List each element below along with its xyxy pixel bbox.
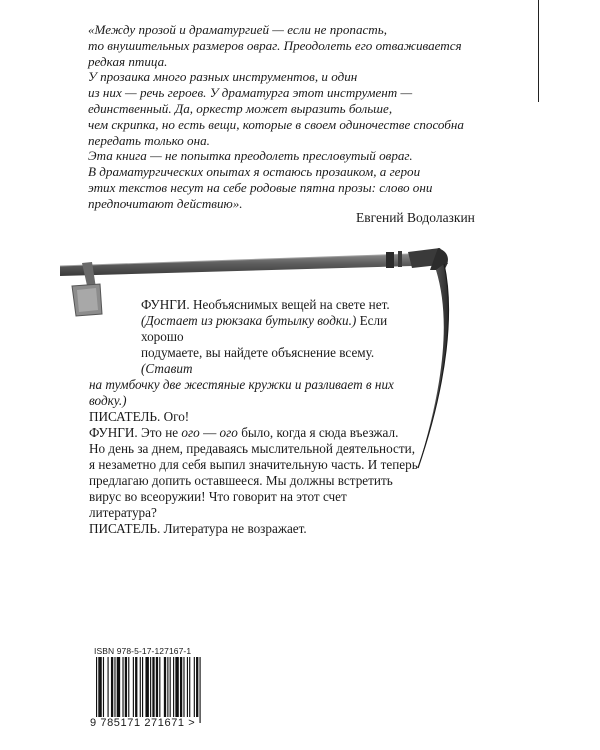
blurb-line: Эта книга — не попытка преодолеть пресловутый овраг. [88,148,413,164]
barcode-bar [175,657,178,717]
barcode-bar [180,657,182,717]
blurb-line: чем скрипка, но есть вещи, которые в своем одиночестве способна [88,116,464,132]
blurb-line: то внушительных размеров овраг. Преодолеть его отваживается [88,37,462,53]
excerpt-text: — [199,425,220,440]
excerpt-line: вирус во всеоружии! Что говорит на этот счет [89,489,347,504]
blurb-line: В драматургических опытах я остаюсь прозаиком, а герои [88,164,421,180]
barcode-bar [117,657,120,717]
excerpt-line: ФУНГИ. Необъяснимых вещей на свете нет. [141,297,390,312]
blurb-line: этих текстов несут на себе родовые пятна прозы: слово они [88,179,433,195]
stage-direction: (Достает из рюкзака бутылку водки.) [141,313,357,328]
barcode-bar [156,657,158,717]
excerpt-line [89,313,429,345]
barcode-bar [108,657,109,717]
barcode-bar [135,657,137,717]
emphasis: ого [219,425,238,440]
barcode-bar [140,657,141,717]
barcode-bar [111,657,113,717]
barcode-bars [90,657,210,725]
play-excerpt [89,297,429,537]
excerpt-line: предлагаю допить оставшееся. Мы должны встретить [89,473,393,488]
barcode-bar [142,657,143,717]
barcode-bar [200,657,201,723]
excerpt-line: Но день за днем, предаваясь мыслительной деятельности, [89,441,415,456]
blurb-line: из них — речь героев. У драматурга этот инструмент — [88,85,413,101]
emphasis: ого [181,425,200,440]
excerpt-line: ПИСАТЕЛЬ. Литература не возражает. [89,521,307,536]
barcode-bar [96,657,97,723]
isbn-label: ISBN 978-5-17-127167-1 [94,646,192,656]
excerpt-line [89,377,429,409]
barcode-bar [187,657,188,717]
barcode-bar [99,657,101,717]
barcode-bar [98,657,99,723]
excerpt-line [89,425,429,441]
blurb-line: передать только она. [88,132,210,148]
barcode-bar [189,657,190,717]
barcode-bar [125,657,127,717]
excerpt-text: ФУНГИ. Это не [89,425,182,440]
excerpt-line [89,345,429,377]
barcode-bar [133,657,134,717]
back-cover-blurb [88,22,488,212]
barcode-bar [152,657,154,717]
barcode-bar [183,657,184,717]
barcode-bar [145,657,148,717]
barcode-bar [164,657,166,717]
barcode-bar [170,657,171,717]
excerpt-text: было, когда я сюда въезжал. [237,425,399,440]
isbn-barcode [90,646,210,736]
blurb-line: единственный. Да, оркестр может выразить больше, [88,100,393,116]
blurb-line: «Между прозой и драматургией — если не пропасть, [88,22,387,37]
barcode-bar [128,657,129,717]
stage-direction: (Ставит [141,361,193,376]
barcode-bar [114,657,115,717]
blurb-author: Евгений Водолазкин [356,210,475,225]
excerpt-line: литература? [89,505,157,520]
stage-direction: на тумбочку две жестяные кружки и разливает в них водку.) [89,377,394,408]
barcode-bar [167,657,168,717]
barcode-bar [173,657,174,717]
excerpt-line: я незаметно для себя выпил значительную часть. И теперь [89,457,418,472]
barcode-bar [103,657,104,717]
spine-edge-line [538,0,539,102]
barcode-digits: 9 785171 271671 > [90,717,196,729]
barcode-bar [196,657,198,717]
barcode-bar [194,657,195,717]
barcode-bar [122,657,123,717]
excerpt-line: ПИСАТЕЛЬ. Ого! [89,409,190,424]
blurb-line: редкая птица. [88,53,168,69]
barcode-bar [150,657,151,723]
blurb-line: У прозаика много разных инструментов, и один [88,69,358,85]
excerpt-text: Если хорошо [141,313,388,344]
blurb-line: предпочитают действию». [88,195,243,211]
excerpt-text: подумаете, вы найдете объяснение всему. [141,345,375,360]
barcode-bar [159,657,160,717]
